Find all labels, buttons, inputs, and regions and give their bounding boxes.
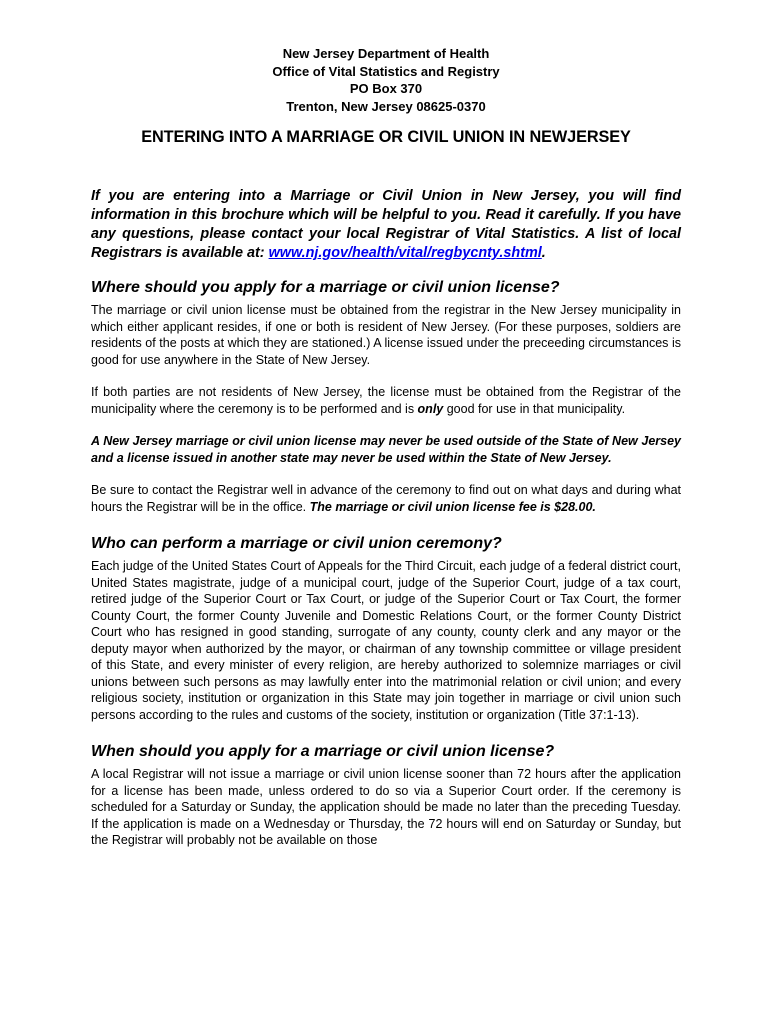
where-paragraph-4 bbox=[91, 482, 681, 515]
intro-text: If you are entering into a Marriage or Civil Union in New Jersey, you will find information in this brochure which will be helpful to you. Read it carefully. If you have any questions, please contact your local Registrar of Vital Statistics. A list of local Registrars is available at: bbox=[91, 188, 681, 261]
document-page bbox=[91, 45, 681, 849]
when-paragraph-1: A local Registrar will not issue a marriage or civil union license sooner than 72 hours after the application for a license has been made, unless ordered to do so via a Superior Court order. If the ceremony is scheduled for a Saturday or Sunday, the application should be made no later than the preceding Tuesday. If the application is made on a Wednesday or Thursday, the 72 hours will end on Saturday or Sunday, but the Registrar will probably not be available on those bbox=[91, 767, 681, 847]
section-heading-when: When should you apply for a marriage or civil union license? bbox=[91, 743, 555, 760]
intro-paragraph bbox=[91, 187, 681, 263]
agency-header bbox=[91, 45, 681, 115]
registrars-link[interactable]: www.nj.gov/health/vital/regbycnty.shtml bbox=[268, 245, 542, 261]
where-paragraph-1: The marriage or civil union license must be obtained from the registrar in the New Jersey municipality in which either applicant resides, if one or both is resident of New Jersey. (For these purposes, soldiers are residents of the posts at which they are stationed.) A license issued under the preceeding circumstances is good for use anywhere in the State of New Jersey. bbox=[91, 303, 681, 367]
where-paragraph-3: A New Jersey marriage or civil union license may never be used outside of the State of New Jersey and a license issued in another state may never be used within the State of New Jersey. bbox=[91, 434, 681, 465]
header-line-pobox: PO Box 370 bbox=[349, 81, 423, 96]
header-line-office: Office of Vital Statistics and Registry bbox=[272, 63, 500, 79]
header-line-city: Trenton, New Jersey 08625-0370 bbox=[286, 98, 486, 114]
where-p2-after: good for use in that municipality. bbox=[443, 401, 626, 416]
intro-end: . bbox=[541, 245, 546, 261]
section-when-to-apply bbox=[91, 743, 681, 849]
who-paragraph-1: Each judge of the United States Court of Appeals for the Third Circuit, each judge of a federal district court, United States magistrate, judge of a municipal court, judge of the Superior Court, judge of a tax court, retired judge of the Superior Court or Tax Court, or judge of the Superior Court or Tax Court, the former County Court, the former County Juvenile and Domestic Relations Court, or the former County District Court who has resigned in good standing, surrogate of any county, county clerk and any mayor or the deputy mayor when authorized by the mayor, or chairman of any township committee or village president of this State, and every minister of every religion, are hereby authorized to solemnize marriages or civil unions between such persons as may lawfully enter into the matrimonial relation or civil union; and every religious society, institution or organization in this State may join together in marriage or civil union such persons according to the rules and customs of the society, institution or organization (Title 37:1-13). bbox=[91, 559, 681, 722]
where-p4-before: Be sure to contact the Registrar well in advance of the ceremony to find out on what days and during what hours the Registrar will be in the office. bbox=[91, 483, 681, 514]
section-where-to-apply bbox=[91, 279, 681, 515]
section-who-can-perform bbox=[91, 535, 681, 723]
where-p2-before: If both parties are not residents of New Jersey, the license must be obtained from the Registrar of the municipality where the ceremony is to be performed and is bbox=[91, 385, 681, 416]
page-title: ENTERING INTO A MARRIAGE OR CIVIL UNION IN NEWJERSEY bbox=[141, 128, 631, 146]
header-line-department: New Jersey Department of Health bbox=[282, 46, 490, 61]
where-paragraph-2 bbox=[91, 384, 681, 417]
license-fee-text: The marriage or civil union license fee is $28.00. bbox=[309, 499, 596, 514]
section-heading-where: Where should you apply for a marriage or civil union license? bbox=[91, 279, 560, 296]
section-heading-who: Who can perform a marriage or civil union ceremony? bbox=[91, 535, 502, 552]
where-p2-emphasis: only bbox=[417, 401, 444, 416]
